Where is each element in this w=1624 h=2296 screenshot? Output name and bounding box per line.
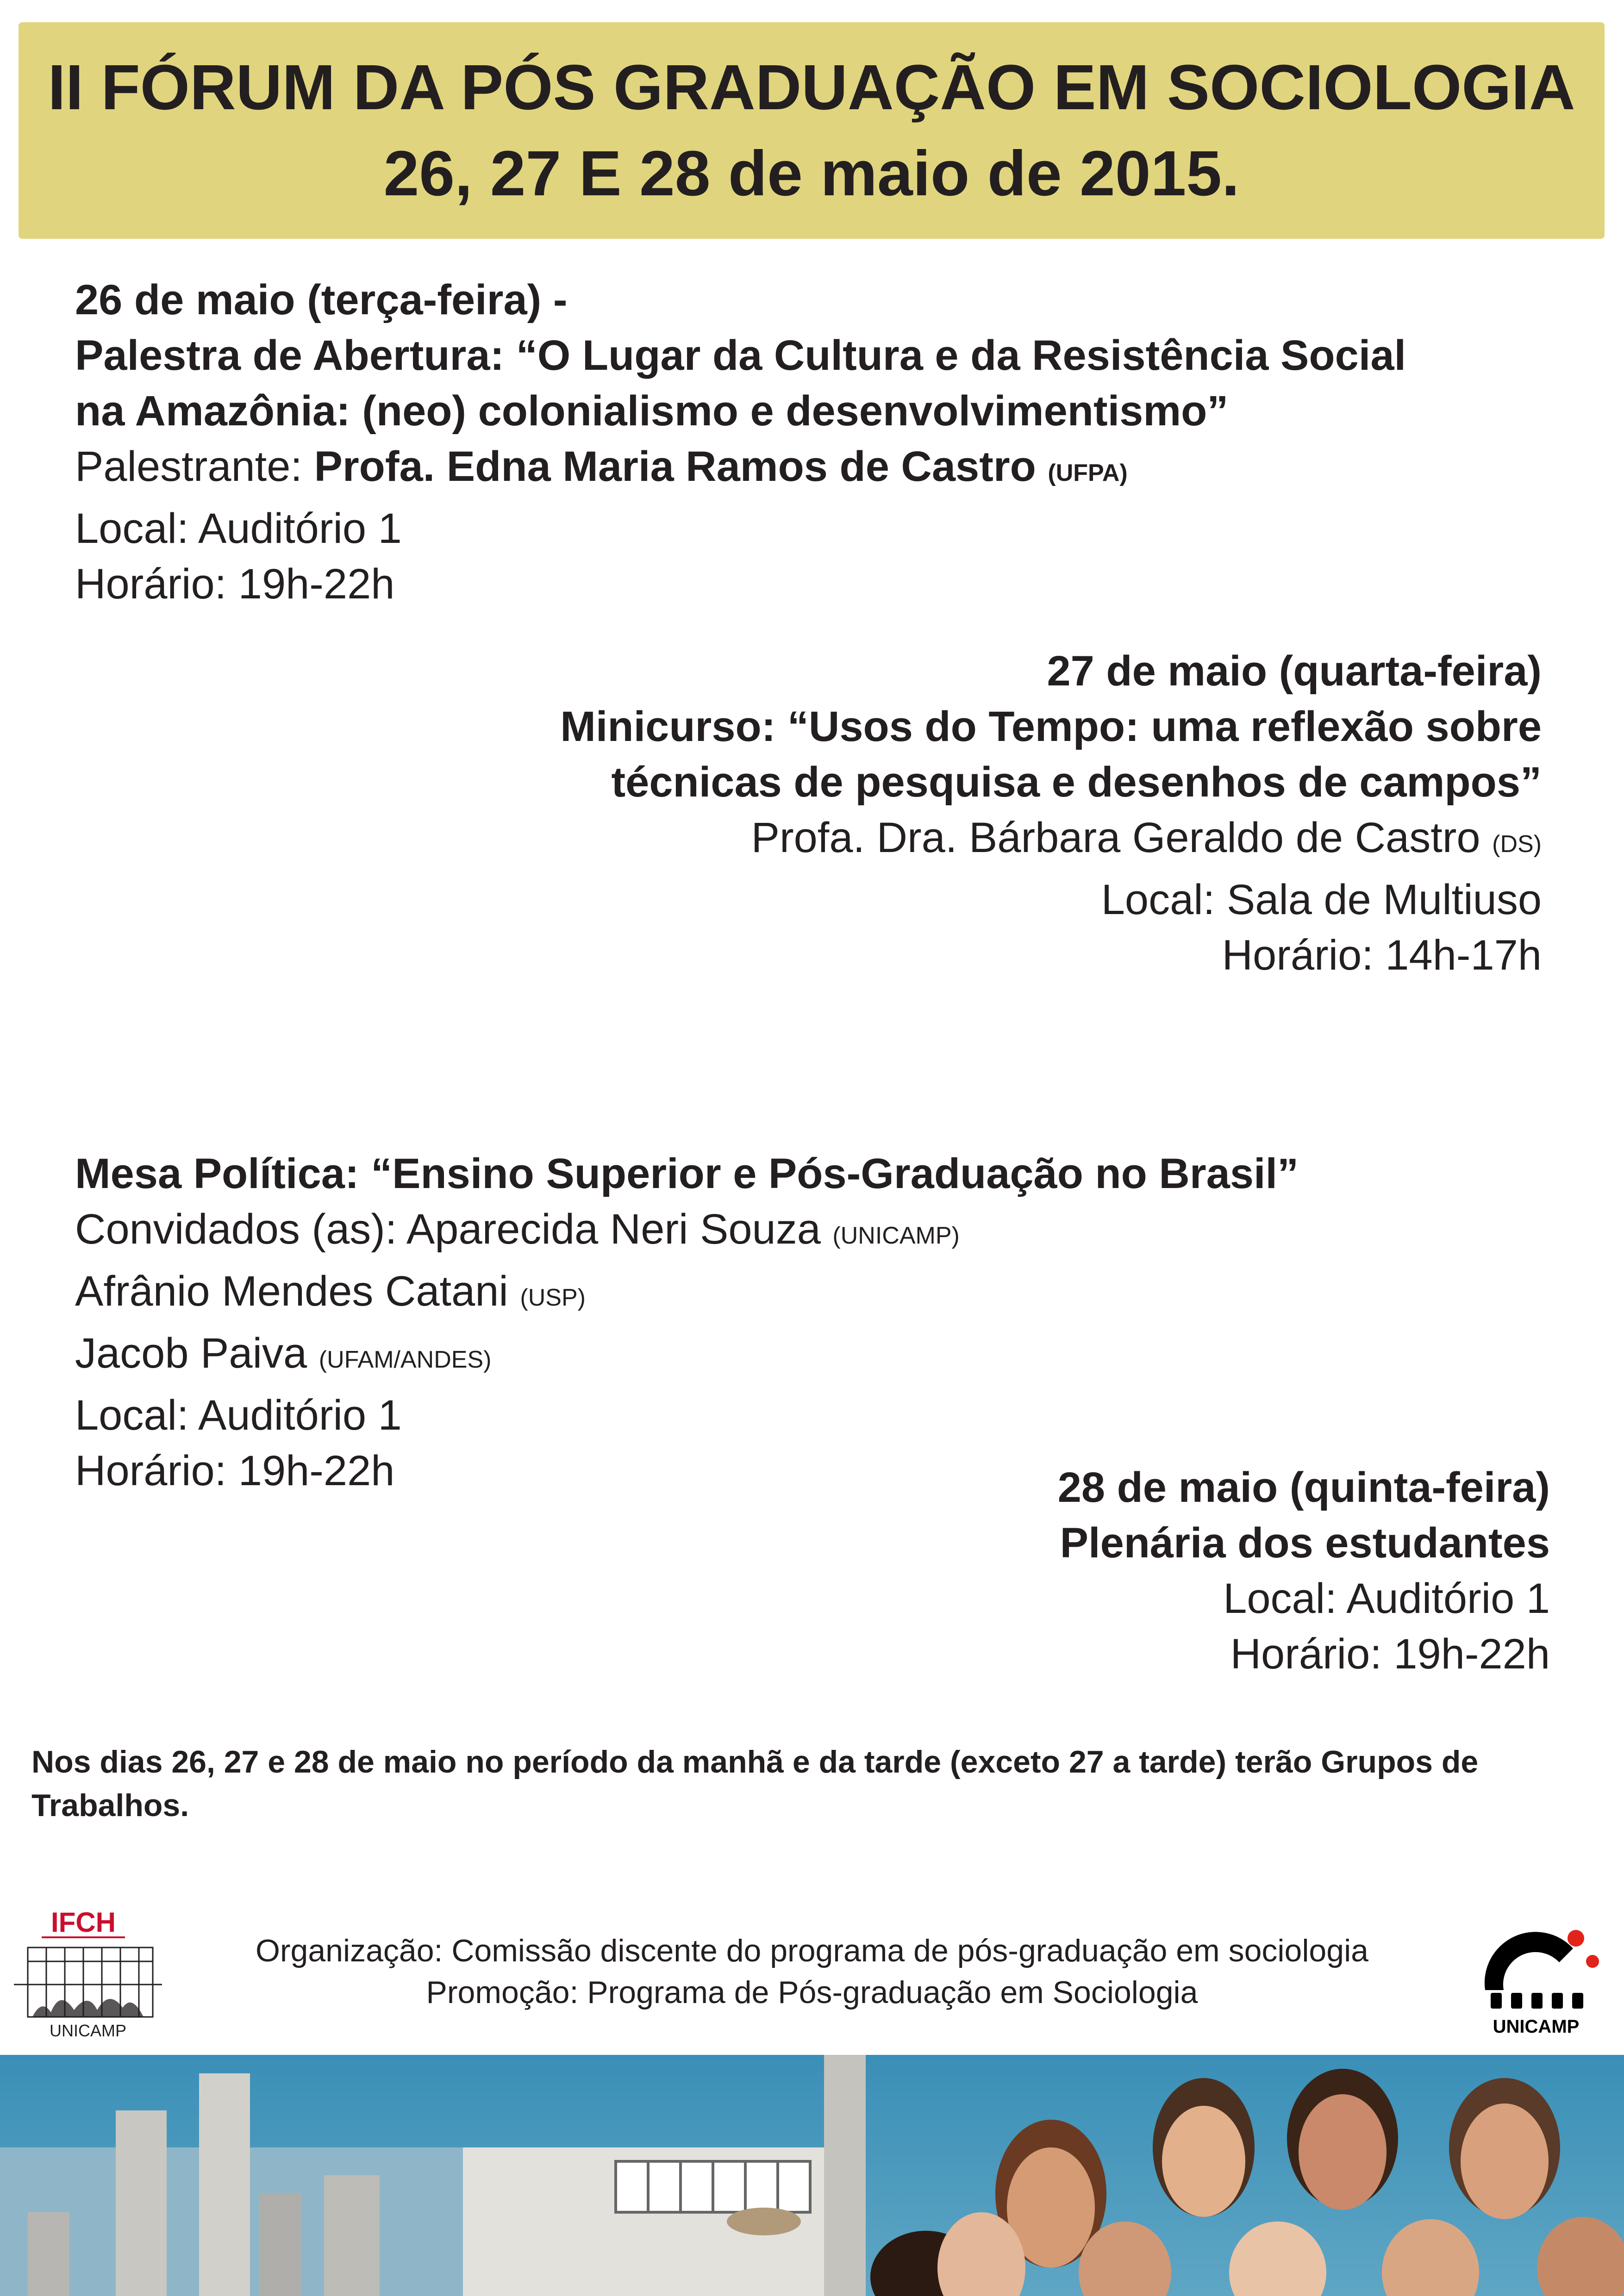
- panel-guest-name: Afrânio Mendes Catani: [75, 1268, 508, 1315]
- day1-talk-title-line1: Palestra de Abertura: “O Lugar da Cultura e da Resistência Social: [75, 332, 1406, 379]
- footer-promotion: Promoção: Programa de Pós-graduação em Sociologia: [426, 1975, 1198, 2010]
- title-banner: [19, 22, 1605, 239]
- ifch-logo-subtitle: UNICAMP: [49, 2021, 127, 2040]
- day2-speaker: [560, 810, 1542, 872]
- panel-location: Local: Auditório 1: [75, 1392, 402, 1439]
- ifch-logo-title: IFCH: [51, 1907, 116, 1938]
- day3-event: Plenária dos estudantes: [1060, 1519, 1550, 1567]
- panel-guest-name: Jacob Paiva: [75, 1330, 307, 1377]
- day2-date: 27 de maio (quarta-feira): [1047, 647, 1542, 695]
- panel-guest-institution: (USP): [520, 1284, 586, 1311]
- panel-time: Horário: 19h-22h: [75, 1447, 395, 1494]
- day2-speaker-name: Profa. Dra. Bárbara Geraldo de Castro: [751, 814, 1480, 861]
- panel-guest-row: [75, 1263, 1299, 1325]
- unicamp-logo: [1467, 1911, 1605, 2041]
- event-dates: 26, 27 E 28 de maio de 2015.: [383, 138, 1240, 209]
- panel-guest-row: [75, 1201, 1299, 1263]
- working-groups-note: Nos dias 26, 27 e 28 de maio no período da manhã e da tarde (exceto 27 a tarde) terão Grupos de Trabalhos.: [31, 1744, 1479, 1823]
- day1-speaker: [75, 439, 1406, 501]
- panel-guest-institution: (UFAM/ANDES): [319, 1346, 492, 1373]
- panel-guest-row: [75, 1325, 1299, 1388]
- day3-section: [1058, 1460, 1550, 1682]
- day1-talk-title-line2: na Amazônia: (neo) colonialismo e desenvolvimentismo”: [75, 387, 1229, 435]
- footer-organization: Organização: Comissão discente do programa de pós-graduação em sociologia: [255, 1933, 1368, 1968]
- footer: [0, 1930, 1624, 2013]
- day1-time: Horário: 19h-22h: [75, 560, 395, 608]
- day2-location: Local: Sala de Multiuso: [1101, 876, 1542, 923]
- panel-guests-label: Convidados (as):: [75, 1206, 406, 1253]
- day3-date: 28 de maio (quinta-feira): [1057, 1464, 1550, 1511]
- day1-location: Local: Auditório 1: [75, 505, 402, 552]
- unicamp-logo-label: UNICAMP: [1493, 2016, 1580, 2037]
- day3-location: Local: Auditório 1: [1223, 1575, 1550, 1622]
- panel-guest-institution: (UNICAMP): [832, 1222, 960, 1249]
- day1-date: 26 de maio (terça-feira) -: [75, 276, 568, 324]
- day2-course-title-line2: técnicas de pesquisa e desenhos de campos”: [611, 759, 1542, 806]
- day1-speaker-label: Palestrante:: [75, 443, 314, 490]
- day1-speaker-name: Profa. Edna Maria Ramos de Castro: [314, 443, 1036, 490]
- painting-image: [0, 2055, 1624, 2296]
- panel-guest-name: Aparecida Neri Souza: [406, 1206, 821, 1253]
- day2-time: Horário: 14h-17h: [1222, 932, 1542, 979]
- panel-title: Mesa Política: “Ensino Superior e Pós-Graduação no Brasil”: [75, 1150, 1299, 1197]
- day1-speaker-institution: (UFPA): [1048, 460, 1128, 486]
- day2-speaker-institution: (DS): [1492, 831, 1542, 858]
- page-title: II FÓRUM DA PÓS GRADUAÇÃO EM SOCIOLOGIA: [48, 52, 1575, 123]
- day2-course-title-line1: Minicurso: “Usos do Tempo: uma reflexão sobre: [560, 703, 1542, 750]
- day2-section: [560, 643, 1542, 983]
- panel-section: [75, 1146, 1299, 1499]
- day1-section: [75, 272, 1406, 612]
- day3-time: Horário: 19h-22h: [1230, 1630, 1550, 1678]
